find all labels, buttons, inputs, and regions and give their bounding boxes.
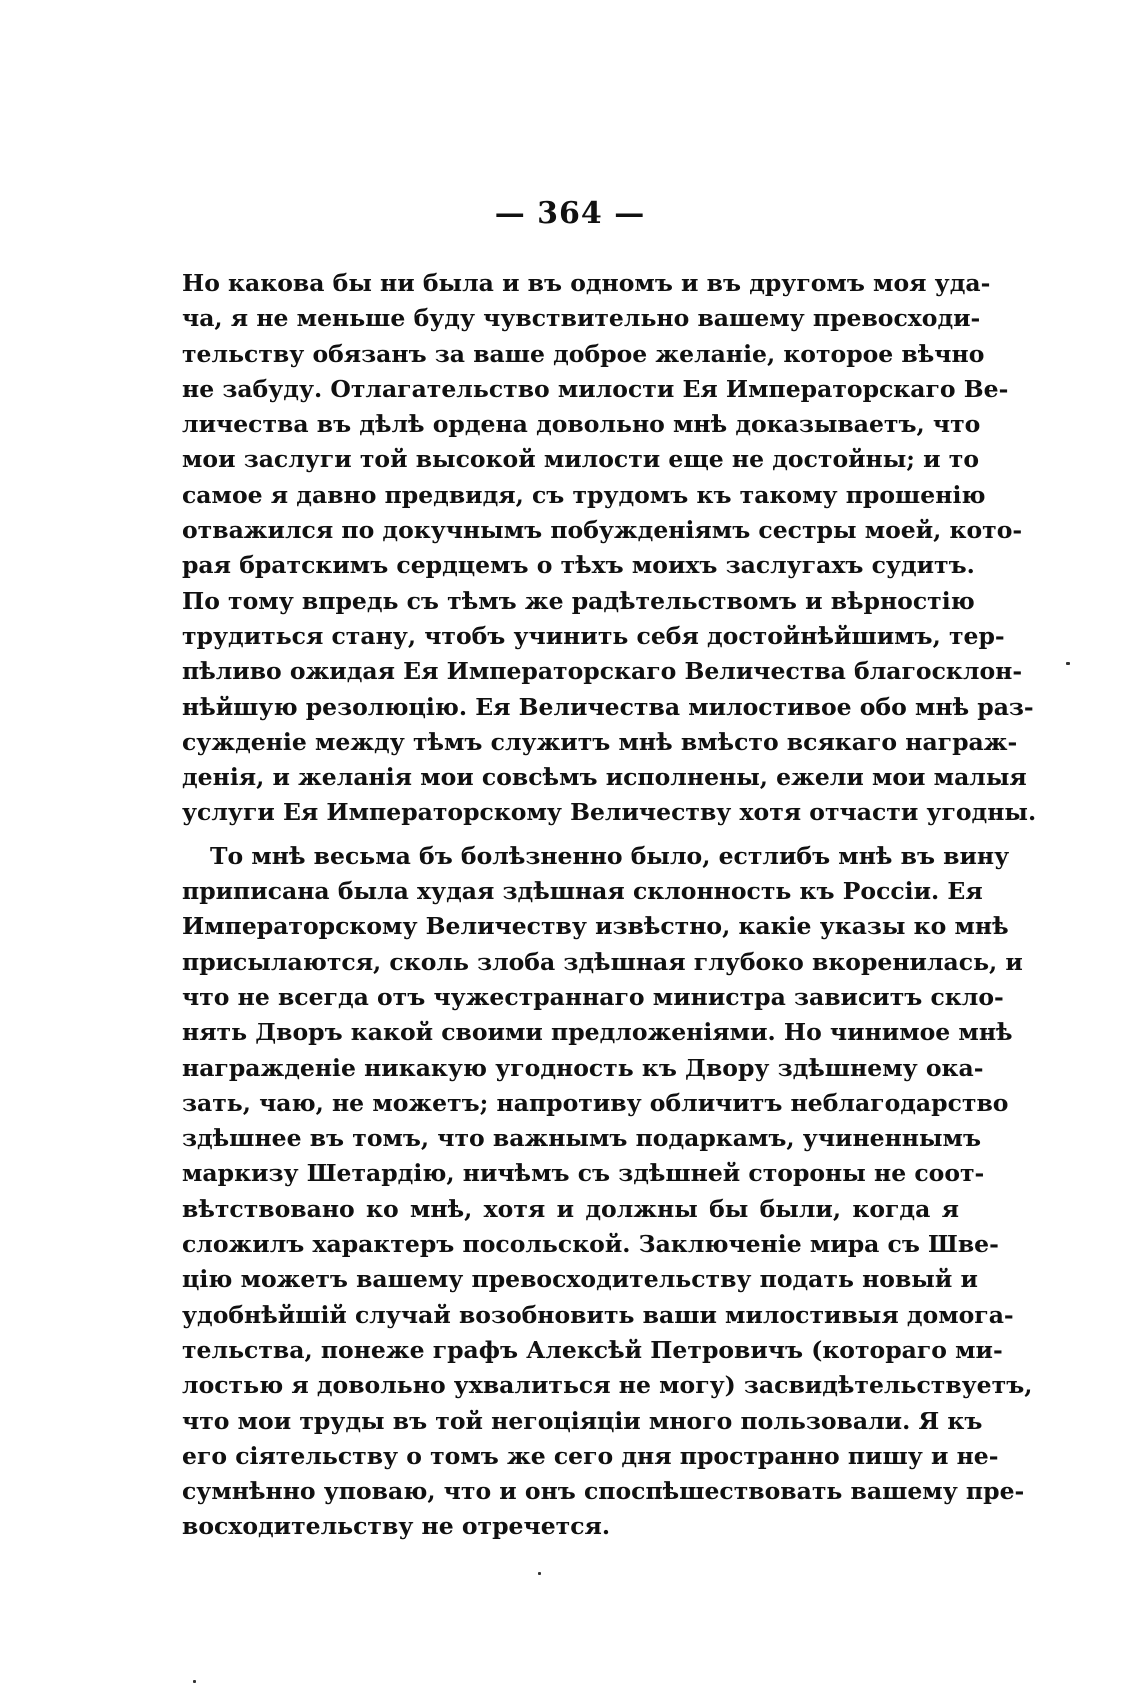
paragraph-1 <box>182 266 1037 831</box>
text-line: вѣтствовано ко мнѣ, хотя и должны бы были, когда я <box>182 1194 959 1223</box>
text-line: приписана была худая здѣшная склонность къ Россіи. Ея <box>182 877 983 906</box>
text-line: нѣйшую резолюцію. Ея Величества милостивое обо мнѣ раз- <box>182 692 1034 721</box>
text-line: награжденіе никакую угодность къ Двору здѣшнему ока- <box>182 1053 984 1082</box>
text-line: мои заслуги той высокой милости еще не достойны; и то <box>182 445 980 474</box>
text-line: отважился по докучнымъ побужденіямъ сестры моей, кото- <box>182 516 1023 545</box>
text-line: лостью я довольно ухвалиться не могу) засвидѣтельствуетъ, <box>182 1371 1033 1400</box>
text-line: По тому впредь съ тѣмъ же радѣтельствомъ и вѣрностію <box>182 586 975 615</box>
text-line: самое я давно предвидя, съ трудомъ къ такому прошенію <box>182 480 986 509</box>
text-line: личества въ дѣлѣ ордена довольно мнѣ доказываетъ, что <box>182 410 981 439</box>
body-text <box>182 266 1037 1545</box>
text-line: его сіятельству о томъ же сего дня пространно пишу и не- <box>182 1441 999 1470</box>
print-speck <box>538 1572 541 1575</box>
text-line: удобнѣйшій случай возобновить ваши милостивыя домога- <box>182 1300 1014 1329</box>
text-line: денія, и желанія мои совсѣмъ исполнены, ежели мои малыя <box>182 763 1027 792</box>
text-line: То мнѣ весьма бъ болѣзненно было, естлибъ мнѣ въ вину <box>210 841 1010 870</box>
text-line: сумнѣнно уповаю, что и онъ споспѣшествовать вашему пре- <box>182 1477 1025 1506</box>
page-number: — 364 — <box>494 196 646 231</box>
text-line: трудиться стану, чтобъ учинить себя достойнѣйшимъ, тер- <box>182 621 1005 650</box>
text-line: сужденіе между тѣмъ служитъ мнѣ вмѣсто всякаго награж- <box>182 727 1018 756</box>
text-line: восходительству не отречется. <box>182 1512 611 1541</box>
text-line: здѣшнее въ томъ, что важнымъ подаркамъ, учиненнымъ <box>182 1124 981 1153</box>
text-line: услуги Ея Императорскому Величеству хотя отчасти угодны. <box>182 798 1037 827</box>
text-line: маркизу Шетардію, ничѣмъ съ здѣшней стороны не соот- <box>182 1159 985 1188</box>
text-line: ча, я не меньше буду чувствительно вашему превосходи- <box>182 304 981 333</box>
text-line: тельству обязанъ за ваше доброе желаніе, которое вѣчно <box>182 339 985 368</box>
text-line: сложилъ характеръ посольской. Заключеніе мира съ Шве- <box>182 1230 999 1259</box>
text-line: тельства, понеже графъ Алексѣй Петровичъ (котораго ми- <box>182 1335 1003 1364</box>
text-line: пѣливо ожидая Ея Императорскаго Величества благосклон- <box>182 657 1023 686</box>
text-line: присылаются, сколь злоба здѣшная глубоко вкоренилась, и <box>182 947 1023 976</box>
text-line: Императорскому Величеству извѣстно, какіе указы ко мнѣ <box>182 912 1009 941</box>
text-line: не забуду. Отлагательство милости Ея Императорскаго Ве- <box>182 374 1009 403</box>
print-speck <box>1066 662 1070 665</box>
text-line: цію можетъ вашему превосходительству подать новый и <box>182 1265 978 1294</box>
text-line: что не всегда отъ чужестраннаго министра зависитъ скло- <box>182 982 1004 1011</box>
text-line: Но какова бы ни была и въ одномъ и въ другомъ моя уда- <box>182 269 991 297</box>
text-line: нять Дворъ какой своими предложеніями. Но чинимое мнѣ <box>182 1018 1013 1047</box>
print-speck <box>193 1680 196 1683</box>
text-line: что мои труды въ той негоціяціи много пользовали. Я къ <box>182 1406 983 1435</box>
text-line: зать, чаю, не можетъ; напротиву обличитъ неблагодарство <box>182 1088 1009 1117</box>
text-line: рая братскимъ сердцемъ о тѣхъ моихъ заслугахъ судитъ. <box>182 551 975 580</box>
paragraph-2 <box>182 839 1033 1545</box>
